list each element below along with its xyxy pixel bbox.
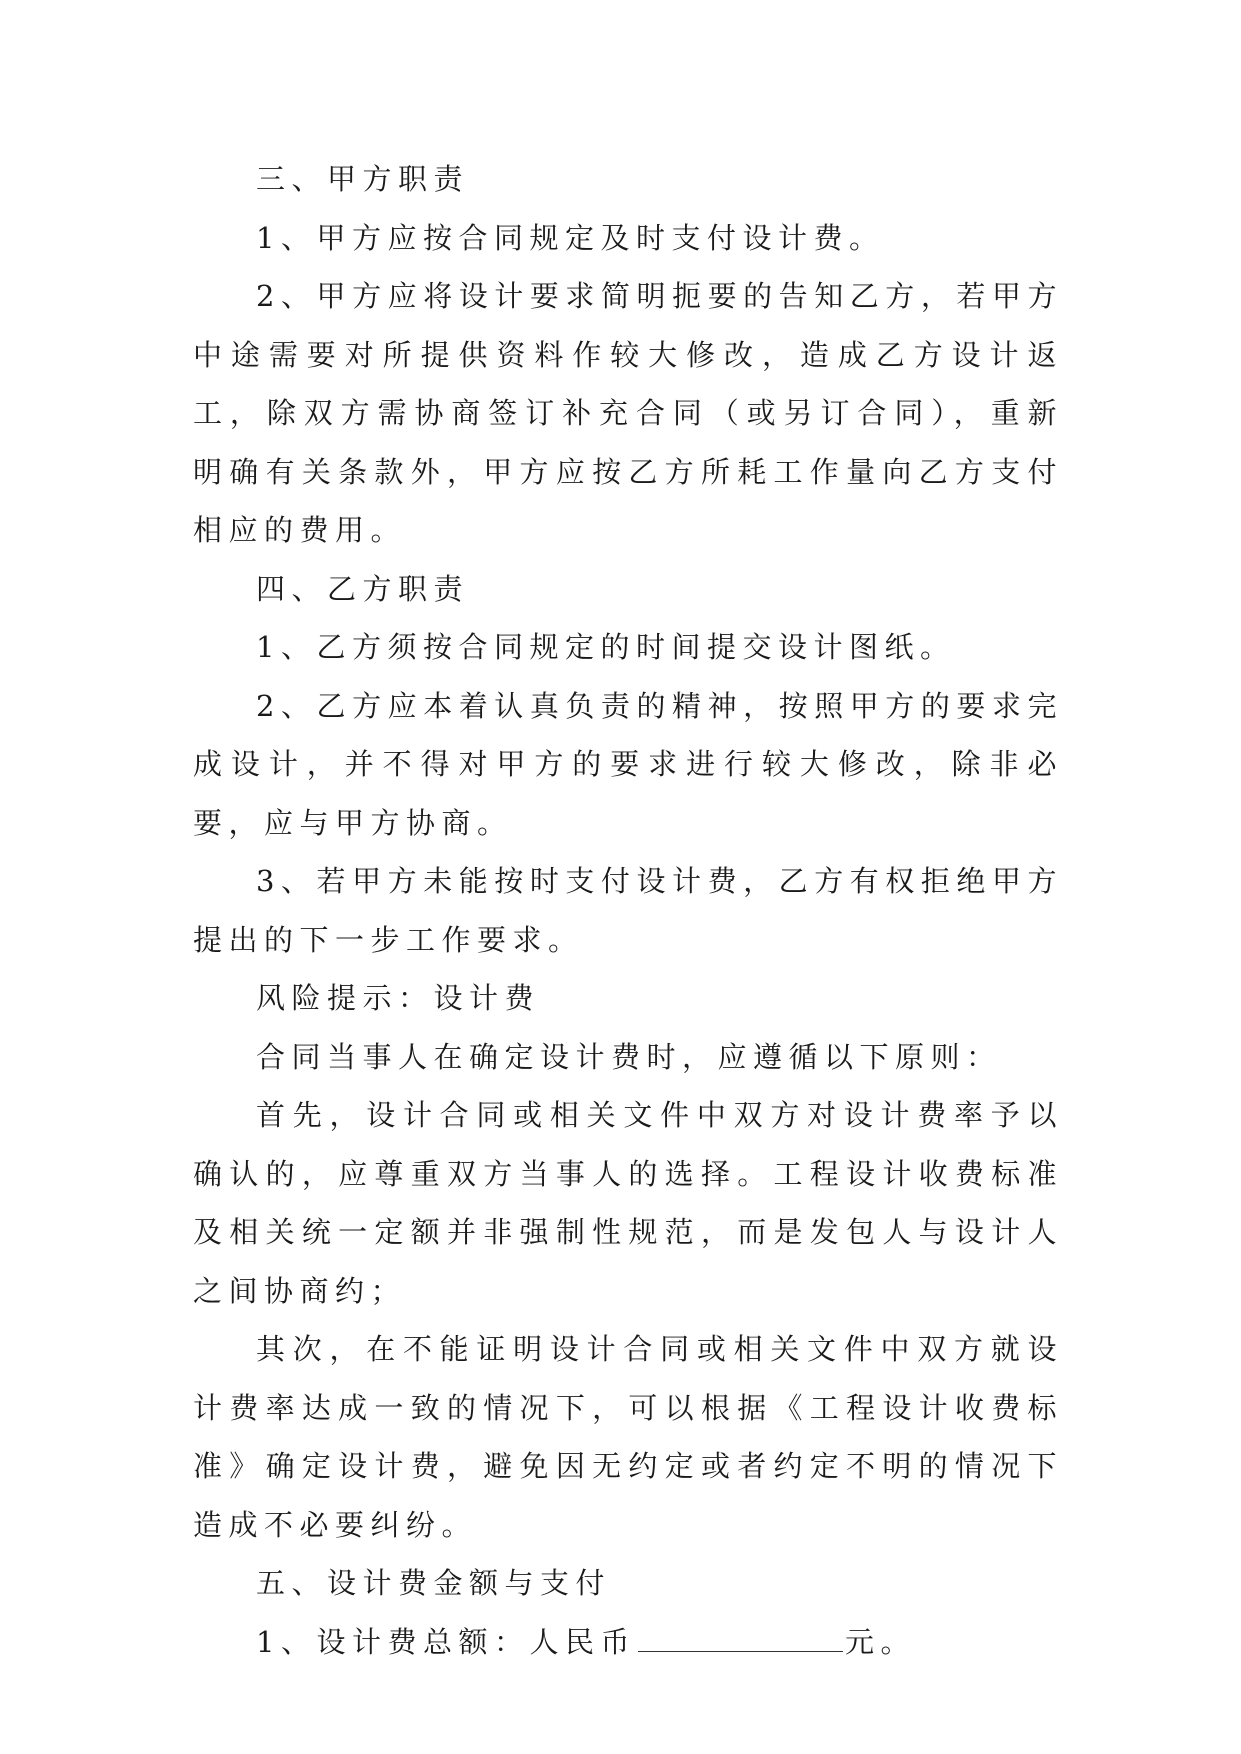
paragraph-party-b-item-2: 2、乙方应本着认真负责的精神，按照甲方的要求完成设计，并不得对甲方的要求进行较大修改，除非必要，应与甲方协商。 <box>193 688 1063 840</box>
fee-total-suffix: 元。 <box>844 1624 916 1659</box>
risk-note-second: 其次，在不能证明设计合同或相关文件中双方就设计费率达成一致的情况下，可以根据《工程设计收费标准》确定设计费，避免因无约定或者约定不明的情况下造成不必要纠纷。 <box>193 1332 1063 1542</box>
document-body <box>193 150 1063 1671</box>
section-heading-party-a-duties: 三、甲方职责 <box>256 162 470 196</box>
risk-note-heading: 风险提示：设计费 <box>256 981 541 1015</box>
fee-amount-blank <box>638 1627 843 1652</box>
paragraph-party-a-item-2: 2、甲方应将设计要求简明扼要的告知乙方，若甲方中途需要对所提供资料作较大修改，造成乙方设计返工，除双方需协商签订补充合同（或另订合同），重新明确有关条款外，甲方应按乙方所耗工作量向乙方支付相应的费用。 <box>193 279 1063 547</box>
section-heading-fee-payment: 五、设计费金额与支付 <box>256 1566 612 1600</box>
section-heading-party-b-duties: 四、乙方职责 <box>256 571 470 606</box>
fee-total-label: 1、设计费总额：人民币 <box>256 1624 636 1659</box>
paragraph-party-a-item-1: 1、甲方应按合同规定及时支付设计费。 <box>256 220 885 255</box>
fee-total-line <box>193 1613 1063 1672</box>
paragraph-party-b-item-3: 3、若甲方未能按时支付设计费，乙方有权拒绝甲方提出的下一步工作要求。 <box>193 864 1063 957</box>
risk-note-first: 首先，设计合同或相关文件中双方对设计费率予以确认的，应尊重双方当事人的选择。工程设计收费标准及相关统一定额并非强制性规范，而是发包人与设计人之间协商约； <box>193 1098 1063 1308</box>
paragraph-party-b-item-1: 1、乙方须按合同规定的时间提交设计图纸。 <box>256 630 956 664</box>
risk-note-intro: 合同当事人在确定设计费时，应遵循以下原则： <box>256 1039 1002 1074</box>
